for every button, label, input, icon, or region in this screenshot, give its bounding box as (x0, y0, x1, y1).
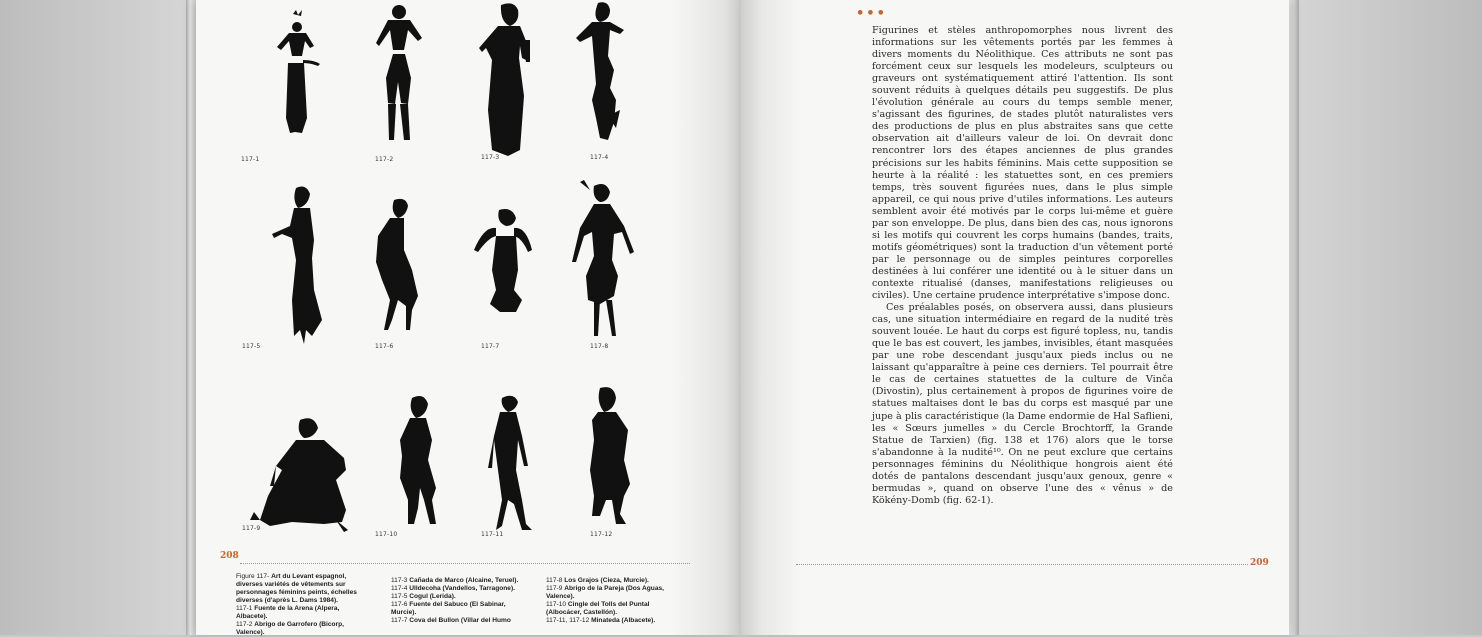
caption-entry: 117-10 Cingle del Tolls del Puntal (Albocácer, Castellón). (546, 601, 650, 616)
figure-117-9 (250, 418, 348, 532)
gutter-shadow-right (741, 0, 801, 635)
figure-label: 117-5 (242, 343, 261, 350)
page-number-left: 208 (220, 551, 239, 561)
figure-117-2 (376, 5, 422, 140)
caption-entry: 117-8 Los Grajos (Cieza, Murcie). (546, 577, 649, 584)
figure-117-5 (272, 186, 322, 344)
caption-entry: Figure 117- Art du Levant espagnol, diverses variétés de vêtements sur personnages féminins peints, échelles diverses (d'après L. Dams 1984). (236, 573, 357, 604)
caption-column-2 (391, 577, 531, 625)
caption-column-1 (236, 573, 358, 637)
caption-entry: 117-11, 117-12 Minateda (Albacete). (546, 617, 656, 624)
folio-rule-right (796, 564, 1248, 565)
figure-label: 117-7 (481, 343, 500, 350)
ornament-dots: ••• (856, 6, 887, 21)
figure-117-8 (572, 180, 634, 336)
body-text (872, 25, 1173, 507)
caption-entry: 117-1 Fuente de la Arena (Alpera, Albacete). (236, 605, 340, 620)
paragraph-1: Figurines et stèles anthropomorphes nous livrent des informations sur les vêtements portés par les femmes à divers moments du Néolithique. Ces attributs ne sont pas forcément ceux sur lesquels les modeleurs, sculpteurs ou graveurs ont systématiquement attiré l'attention. Ils sont souvent réduits à quelques détails peu suggestifs. De plus l'évolution générale au cours du temps semble mener, s'agissant des figurines, de stades plutôt naturalistes vers des productions de plus en plus abstraites sans que cette observation ait d'ailleurs valeur de loi. On devrait donc rencontrer lors des étapes anciennes de plus grandes précisions sur les habits féminins. Mais cette supposition se heurte à la réalité : les statuettes sont, en ces premiers temps, très souvent figurées nues, dans le plus simple appareil, ce qui nous prive d'utiles informations. Les auteurs semblent avoir été motivés par le corps lui-même et guère par son enveloppe. De plus, dans bien des cas, nous ignorons si les motifs qui couvrent les corps humains (bandes, traits, motifs géométriques) sont la traduction d'un vêtement porté par le personnage ou de simples peintures corporelles destinées à lui conférer une identité ou à le situer dans un contexte ritualisé (danses, manifestations religieuses ou civiles). Une certaine prudence interprétative s'impose donc. (872, 25, 1173, 302)
figure-label: 117-10 (375, 531, 398, 538)
book-edge-right (1289, 0, 1299, 635)
figure-117-10 (400, 396, 436, 524)
figure-label: 117-6 (375, 343, 394, 350)
figure-117-4 (576, 2, 624, 140)
folio-rule-left (240, 563, 690, 564)
caption-entry: 117-6 Fuente del Sabuco (El Sabinar, Murcie). (391, 601, 506, 616)
paragraph-2: Ces préalables posés, on observera aussi, dans plusieurs cas, une situation intermédiaire en regard de la nudité très souvent louée. Le haut du corps est figuré topless, nu, tandis que le bas est couvert, les jambes, invisibles, étant masquées par une robe descendant jusqu'aux pieds inclus ou ne laissant qu'apparaître à peine ces derniers. Tel pourrait être le cas de certaines statuettes de la culture de Vinča (Divostin), plus certainement à propos de figurines voire de statues maltaises dont le bas du corps est masqué par une jupe à plis caractéristique (la Dame endormie de Hal Saflieni, les « Sœurs jumelles » du Cercle Brochtorff, la Grande Statue de Tarxien) (fig. 138 et 176) alors que le torse s'abandonne à la nudité¹⁰. On ne peut exclure que certains personnages féminins du Néolithique hongrois aient été dotés de pantalons descendant jusqu'aux genoux, genre « bermudas », quand on observe l'une des « vênus » de Kökény-Domb (fig. 62-1). (872, 302, 1173, 506)
book-edge-left (186, 0, 196, 635)
figure-117-3 (479, 3, 530, 156)
figure-label: 117-4 (590, 154, 609, 161)
caption-entry: 117-9 Abrigo de la Pareja (Dos Aguas, Valence). (546, 585, 665, 600)
figure-117-6 (376, 199, 418, 330)
figure-117-1 (277, 10, 320, 133)
figure-117-7 (474, 209, 532, 312)
caption-entry: 117-4 Ulldecoha (Vandellos, Tarragone). (391, 585, 515, 592)
figure-label: 117-1 (241, 156, 260, 163)
caption-entry: 117-5 Cogul (Lerida). (391, 593, 456, 600)
figure-label: 117-11 (481, 531, 504, 538)
figure-label: 117-3 (481, 154, 500, 161)
caption-entry: 117-3 Cañada de Marco (Alcaine, Teruel). (391, 577, 519, 584)
figure-label: 117-12 (590, 531, 613, 538)
figure-117-11 (488, 396, 532, 530)
figure-plate (196, 0, 741, 545)
figure-117-12 (590, 387, 630, 524)
caption-entry: 117-7 Cova del Bullon (Villar del Humo (391, 617, 511, 624)
page-number-right: 209 (1250, 558, 1269, 568)
caption-column-3 (546, 577, 686, 625)
figure-label: 117-9 (242, 525, 261, 532)
figure-label: 117-2 (375, 156, 394, 163)
figure-label: 117-8 (590, 343, 609, 350)
caption-entry: 117-2 Abrigo de Garrofero (Bicorp, Valence). (236, 621, 344, 636)
